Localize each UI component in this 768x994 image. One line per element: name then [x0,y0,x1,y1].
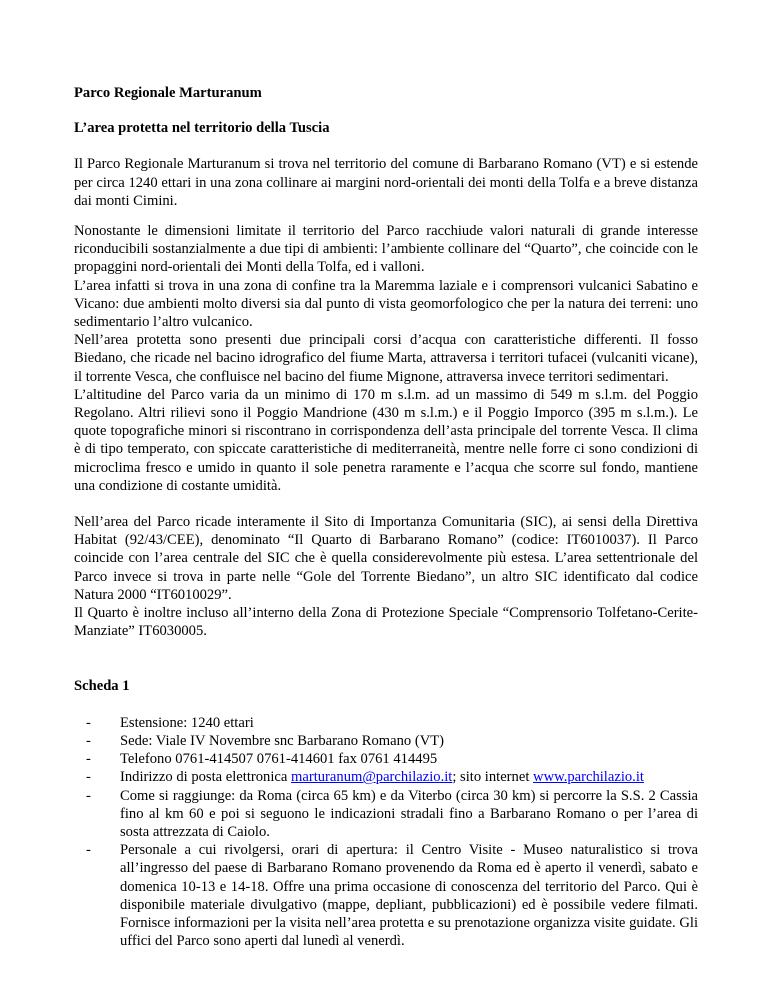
email-link[interactable]: marturanum@parchilazio.it [291,769,453,786]
bullet-dash: - [86,714,91,731]
sic-section [74,513,698,640]
paragraph-sic: Nell’area del Parco ricade interamente il Sito di Importanza Comunitaria (SIC), ai sensi della Direttiva Habitat (92/43/CEE), denominato “Il Quarto di Barbarano Romano” (codice: IT6010037). Il Parco coincide con l’area centrale del SIC che è quella considerevolmente più estesa. L’area settentrionale del Parco invece si trova in parte nelle “Gole del Torrente Biedano”, un altro SIC identificato dal codice Natura 2000 “IT6010029”. [74,514,698,603]
bullet-dash: - [86,769,91,786]
list-item-telefono [74,750,698,768]
list-item-contatti [74,768,698,786]
description-section [74,222,698,495]
list-item-estensione [74,714,698,732]
document-title: Parco Regionale Marturanum [74,85,262,101]
paragraph-ambienti: Nonostante le dimensioni limitate il territorio del Parco racchiude valori naturali di grande interesse riconducibili sostanzialmente a due tipi di ambienti: l’ambiente collinare del “Quarto”, che coincide con le propaggini nord-orientali dei Monti della Tolfa, ed i valloni. [74,223,698,276]
paragraph-altitudine: L’altitudine del Parco varia da un minimo di 170 m s.l.m. ad un massimo di 549 m s.l.m. del Poggio Regolano. Altri rilievi sono il Poggio Mandrione (430 m s.l.m.) e il Poggio Imporco (395 m s.l.m.). Le quote topografiche minori si riscontrano in corrispondenza dell’asta principale del torrente Vesca. Il clima è di tipo temperato, con spiccate caratteristiche di mediterraneità, mentre nelle forre ci sono condizioni di microclima fresco e umido in quanto il sole penetra raramente e l’acqua che scorre sul fondo, mantiene una condizione di costante umidità. [74,386,698,494]
list-item-sede [74,732,698,750]
scheda-heading: Scheda 1 [74,678,130,695]
website-link[interactable]: www.parchilazio.it [533,769,644,786]
scheda-list [74,714,698,951]
bullet-dash: - [86,751,91,768]
email-prefix-text: Indirizzo di posta elettronica [120,769,292,786]
intro-paragraph: Il Parco Regionale Marturanum si trova nel territorio del comune di Barbarano Romano (VT) e si estende per circa 1240 ettari in una zona collinare ai margini nord-orientali dei monti della Tolfa e a breve distanza dai monti Cimini. [74,156,698,209]
paragraph-confine: L’area infatti si trova in una zona di confine tra la Maremma laziale e i comprensori vulcanici Sabatino e Vicano: due ambienti molto diversi sia dal punto di vista geomorfologico che per la natura dei terreni: uno sedimentario l’altro vulcanico. [74,277,698,331]
document-page [74,84,698,950]
estensione-text: Estensione: 1240 ettari [120,714,254,731]
bullet-dash: - [86,732,91,749]
telefono-text: Telefono 0761-414507 0761-414601 fax 0761 414495 [120,751,438,768]
paragraph-zps: Il Quarto è inoltre incluso all’interno della Zona di Protezione Speciale “Comprensorio Tolfetano-Cerite-Manziate” IT6030005. [74,605,698,640]
list-item-come-si-raggiunge [74,787,698,842]
bullet-dash: - [86,787,91,804]
sede-text: Sede: Viale IV Novembre snc Barbarano Romano (VT) [120,732,445,749]
personale-text: Personale a cui rivolgersi, orari di apertura: il Centro Visite - Museo naturalistico si trova all’ingresso del paese di Barbarano Romano provenendo da Roma ed è aperto il venerdì, sabato e domenica 10-13 e 14-18. Offre una prima occasione di conoscenza del territorio del Parco. Qui è disponibile materiale divulgativo (mappe, depliant, pubblicazioni) ed è possibile vedere filmati. Fornisce informazioni per la visita nell’area protetta e su prenotazione organizza visite guidate. Gli uffici del Parco sono aperti dal lunedì al venerdì. [120,842,698,950]
document-subtitle: L’area protetta nel territorio della Tuscia [74,120,330,137]
come-text: Come si raggiunge: da Roma (circa 65 km) e da Viterbo (circa 30 km) si percorre la S.S. 2 Cassia fino al km 60 e poi si seguono le indicazioni stradali fino a Barbarano Romano o per l’area di sosta attrezzata di Caiolo. [120,787,698,840]
list-item-personale [74,841,698,950]
paragraph-corsi-acqua: Nell’area protetta sono presenti due principali corsi d’acqua con caratteristiche differenti. Il fosso Biedano, che ricade nel bacino idrografico del fiume Marta, attraversa i territori tufacei (vulcaniti vicane), il torrente Vesca, che confluisce nel bacino del fiume Mignone, attraversa invece territori sedimentari. [74,332,698,385]
site-prefix-text: ; sito internet [452,769,534,786]
bullet-dash: - [86,842,91,859]
